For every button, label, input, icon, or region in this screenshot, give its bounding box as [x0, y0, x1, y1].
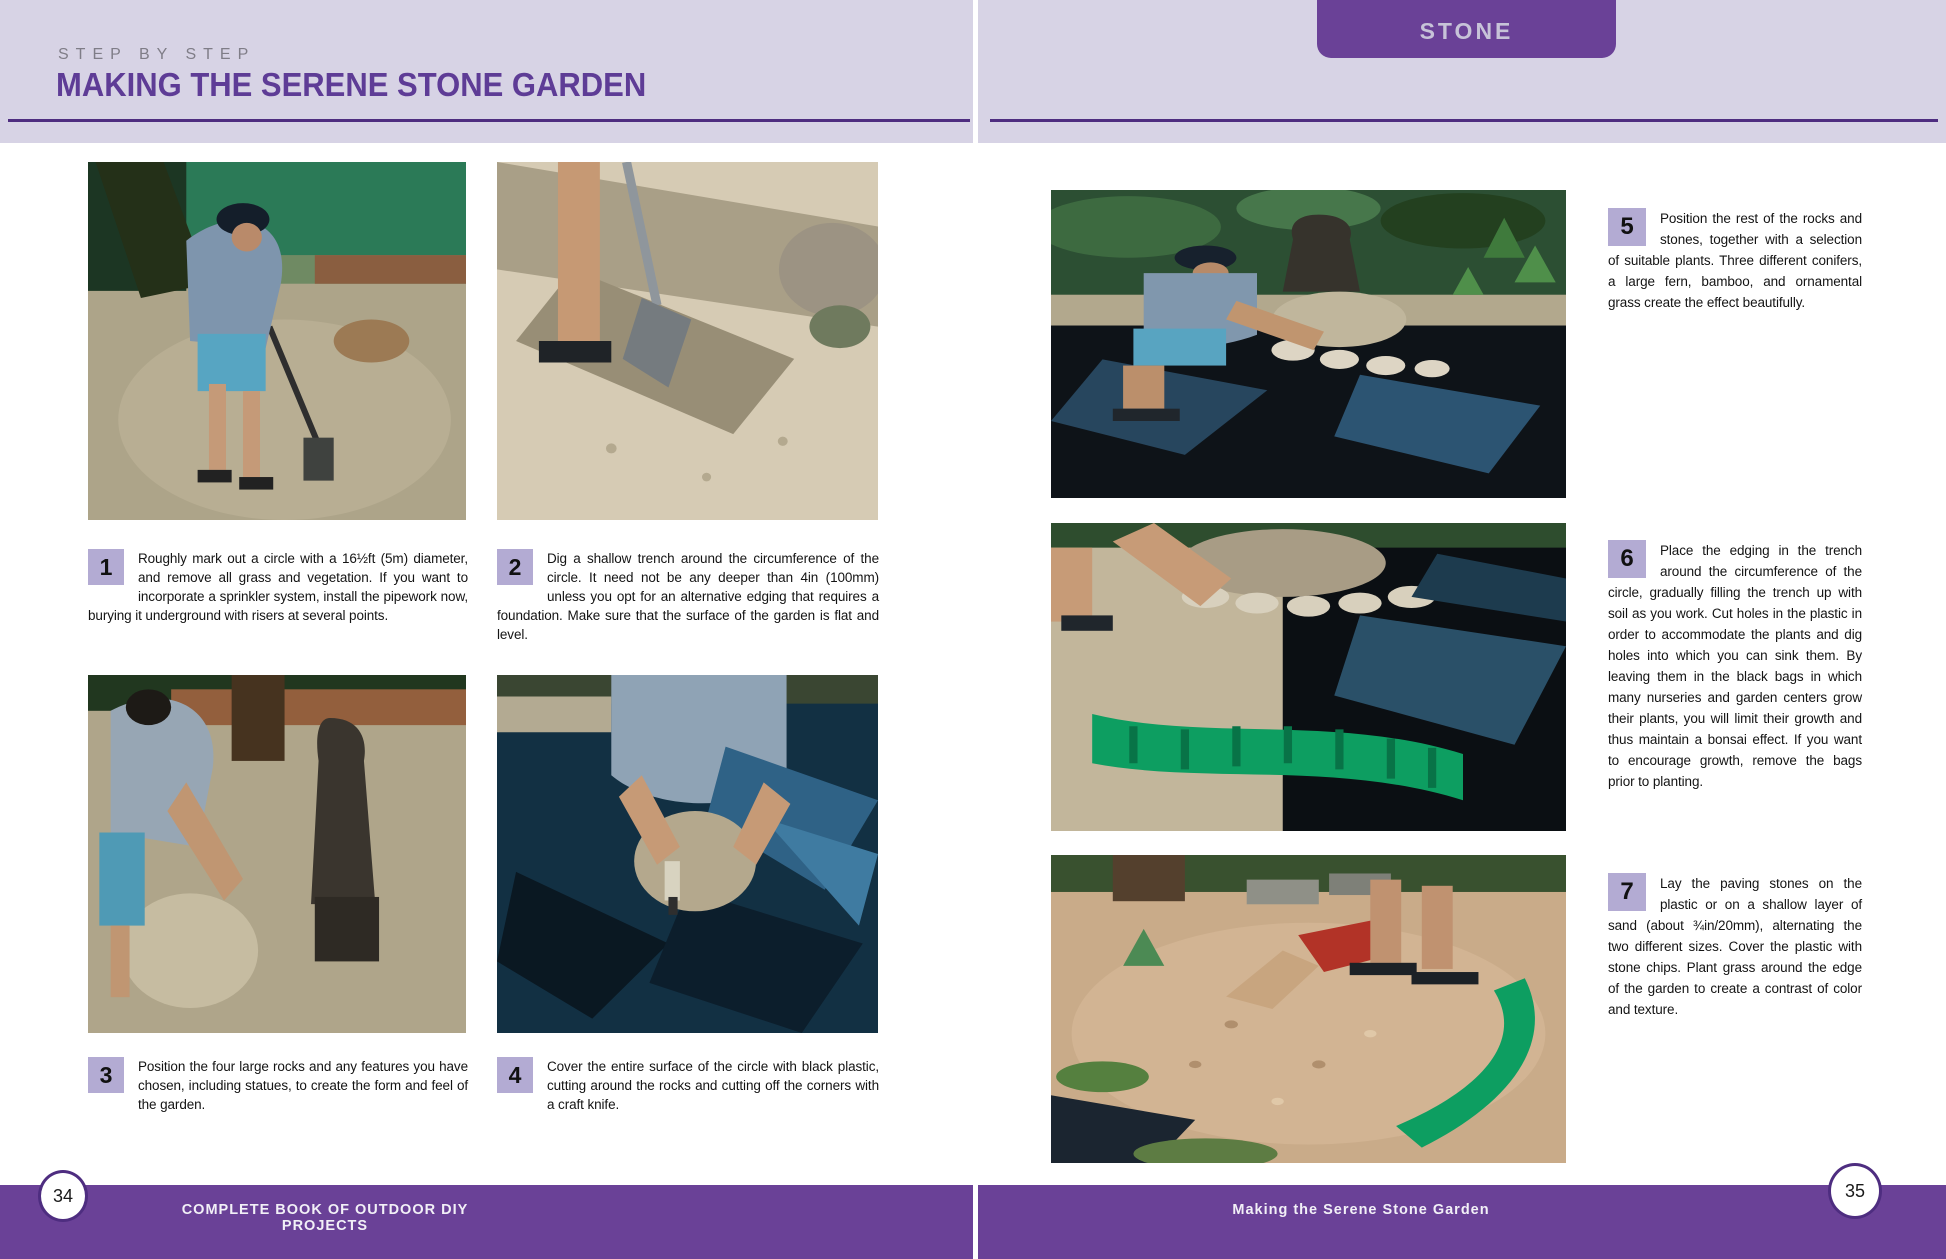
step-3-photo — [88, 675, 466, 1033]
step-5-number-badge: 5 — [1608, 208, 1646, 246]
step-5-photo-illustration — [1051, 190, 1566, 498]
step-2-number-badge: 2 — [497, 549, 533, 585]
leg — [558, 162, 600, 348]
footer-bar-right — [978, 1185, 1946, 1259]
step-4-photo — [497, 675, 878, 1033]
paving-stone — [1247, 880, 1319, 905]
header-rule-right — [990, 119, 1938, 122]
page-number-left: 34 — [38, 1170, 88, 1222]
step-3-caption — [88, 1057, 468, 1114]
step-6-photo-illustration — [1051, 523, 1566, 831]
step-7-number-badge: 7 — [1608, 873, 1646, 911]
footer-book-title: COMPLETE BOOK OF OUTDOOR DIY PROJECTS — [181, 1202, 469, 1234]
step-3-photo-illustration — [88, 675, 466, 1033]
step-1-photo — [88, 162, 466, 520]
step-1-caption — [88, 549, 468, 625]
step-4-text: Cover the entire surface of the circle with black plastic, cutting around the rocks and cutting off the corners with a craft knife. — [547, 1059, 879, 1112]
step-2-caption — [497, 549, 879, 644]
craft-knife — [665, 861, 680, 900]
header-rule-left — [8, 119, 970, 122]
step-1-text: Roughly mark out a circle with a 16½ft (5m) diameter, and remove all grass and vegetation. If you want to incorporate a sprinkler system, install the pipework now, burying it underground with risers at several points. — [88, 551, 468, 623]
step-6-caption — [1608, 540, 1862, 792]
step-4-photo-illustration — [497, 675, 878, 1033]
step-5-photo — [1051, 190, 1566, 498]
step-7-text: Lay the paving stones on the plastic or on a shallow layer of sand (about ¾in/20mm), alternating the two different sizes. Cover the plastic with stone chips. Plant grass around the edge of the garden to create a contrast of color and texture. — [1608, 876, 1862, 1017]
step-4-number-badge: 4 — [497, 1057, 533, 1093]
step-6-text: Place the edging in the trench around the circumference of the circle, gradually filling the trench up with soil as you work. Cut holes in the plastic in order to accommodate the plants and dig holes into which you can sink them. By leaving them in the black bags in which many nurseries and garden centers grow their plants, you will limit their growth and thus maintain a bonsai effect. If you want to encourage growth, remove the bags prior to planting. — [1608, 543, 1862, 789]
step-2-text: Dig a shallow trench around the circumference of the circle. It need not be any deeper than 4in (100mm) unless you opt for an alternative edging that requires a foundation. Make sure that the surface of the garden is flat and level. — [497, 551, 879, 642]
footer-chapter-title: Making the Serene Stone Garden — [1232, 1202, 1490, 1218]
step-6-number-badge: 6 — [1608, 540, 1646, 578]
sandal — [539, 341, 611, 362]
step-7-photo-illustration — [1051, 855, 1566, 1163]
step-2-photo-illustration — [497, 162, 878, 520]
step-3-number-badge: 3 — [88, 1057, 124, 1093]
header-kicker: STEP BY STEP — [58, 46, 256, 63]
step-6-photo — [1051, 523, 1566, 831]
step-2-photo — [497, 162, 878, 520]
step-1-number-badge: 1 — [88, 549, 124, 585]
page-title: MAKING THE SERENE STONE GARDEN — [56, 66, 647, 104]
step-7-photo — [1051, 855, 1566, 1163]
step-1-photo-illustration — [88, 162, 466, 520]
buddha-statue — [1283, 215, 1360, 292]
page-number-right: 35 — [1828, 1163, 1882, 1219]
step-7-caption — [1608, 873, 1862, 1020]
step-3-text: Position the four large rocks and any features you have chosen, including statues, to create the form and feel of the garden. — [138, 1059, 468, 1112]
step-4-caption — [497, 1057, 879, 1114]
section-tab-stone: STONE — [1317, 0, 1616, 58]
step-5-text: Position the rest of the rocks and stones, together with a selection of suitable plants. Three different conifers, a large fern, bamboo, and ornamental grass create the effect beautifully. — [1608, 211, 1862, 310]
step-5-caption — [1608, 208, 1862, 313]
